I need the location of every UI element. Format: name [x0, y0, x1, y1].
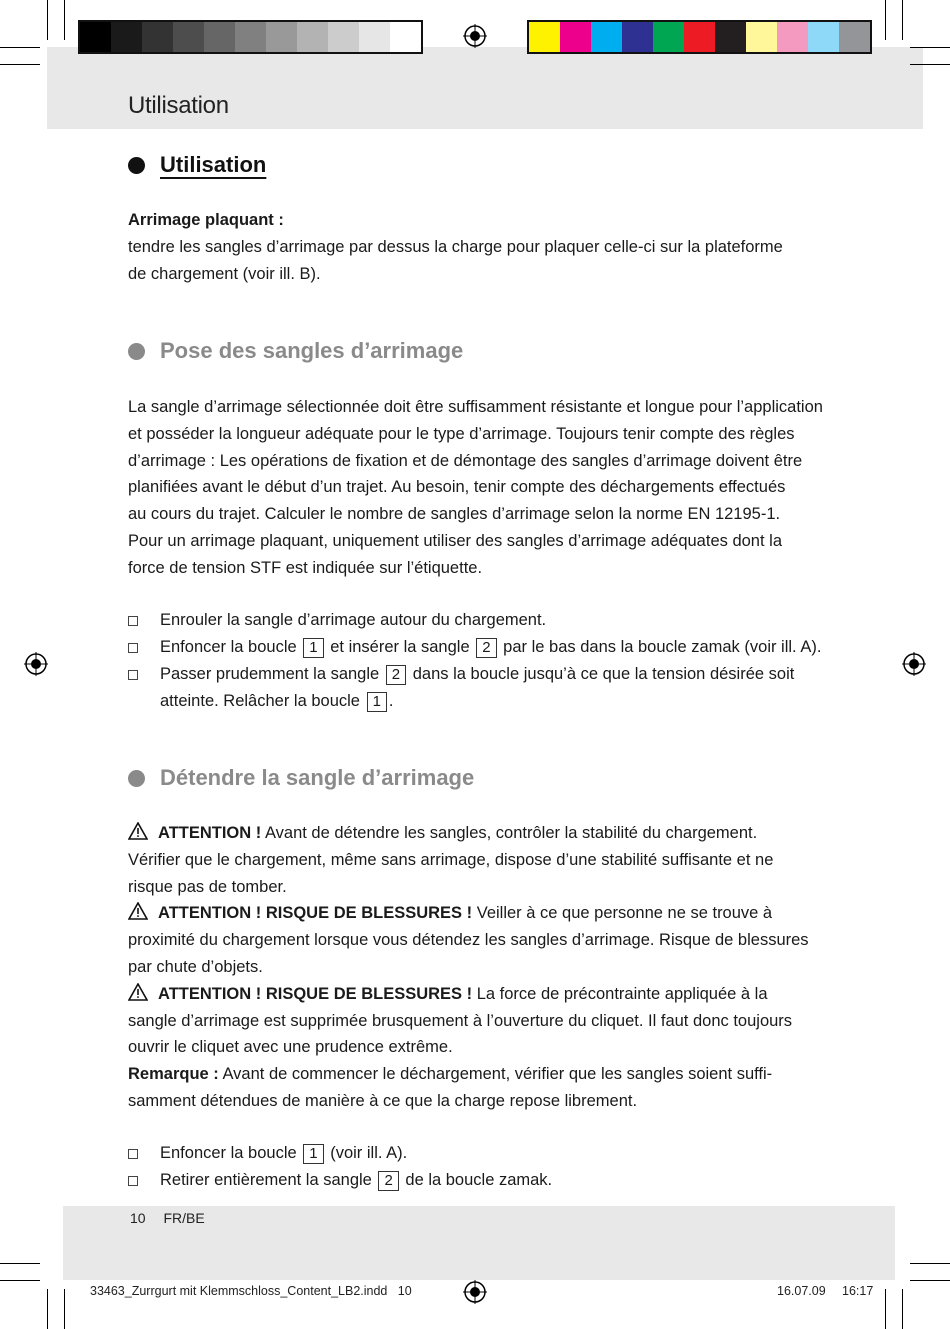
color-bar: [527, 20, 872, 54]
text-line: ouvrir le cliquet avec une prudence extrême.: [128, 1038, 453, 1057]
slug-time: 16:17: [842, 1284, 874, 1298]
subheading-label: Arrimage plaquant :: [128, 211, 284, 229]
registration-mark-icon: [902, 652, 926, 676]
crop-mark: [910, 1280, 950, 1281]
crop-mark: [64, 0, 65, 40]
color-swatch: [390, 22, 421, 52]
paragraph-arrimage-plaquant: [128, 207, 828, 287]
text-line: planifiées avant le début d’un trajet. Au besoin, tenir compte des déchargements effectués: [128, 478, 786, 497]
crop-mark: [902, 0, 903, 40]
text-line: et posséder la longueur adéquate pour le type d’arrimage. Toujours tenir compte des règles: [128, 424, 795, 443]
crop-mark: [910, 47, 950, 48]
part-number-box: 1: [303, 1144, 323, 1164]
part-number-box: 1: [303, 638, 323, 658]
color-swatch: [359, 22, 390, 52]
text-line: par chute d’objets.: [128, 957, 263, 976]
color-swatch: [80, 22, 111, 52]
crop-mark: [64, 1289, 65, 1329]
color-swatch: [591, 22, 622, 52]
section-title: Détendre la sangle d’arrimage: [160, 765, 475, 790]
color-swatch: [839, 22, 870, 52]
registration-mark-icon: [24, 652, 48, 676]
section-heading-utilisation: [128, 152, 266, 178]
crop-mark: [902, 1289, 903, 1329]
color-swatch: [622, 22, 653, 52]
checkbox-square-icon: [128, 670, 138, 680]
crop-mark: [0, 1263, 40, 1264]
crop-mark: [910, 1263, 950, 1264]
color-swatch: [529, 22, 560, 52]
section-heading-pose: [128, 338, 463, 364]
file-slug: 33463_Zurrgurt mit Klemmschloss_Content_LB2.indd 10: [90, 1284, 412, 1298]
color-swatch: [142, 22, 173, 52]
color-swatch: [777, 22, 808, 52]
text-line: sangle d’arrimage est supprimée brusquement à l’ouverture du cliquet. Il faut donc toujours: [128, 1011, 793, 1030]
crop-mark: [885, 0, 886, 40]
paragraph-warnings: ATTENTION ! Avant de détendre les sangles, contrôler la stabilité du chargement. Vérifier que le chargement, même sans arrimage, dispose d’une stabilité suffisante et ne risque pas de tomber. ATTENTION ! RISQUE DE BLESSURES ! Veiller à ce que personne ne se trouve à proximité du chargement lorsque vous détendez les sangles d’arrimage. Risque de blessures par chute d’objets. ATTENTION ! RISQUE DE BLESSURES ! La force de précontrainte appliquée à la sangle d’arrimage est supprimée brusquement à l’ouverture du cliquet. Il faut donc toujours ouvrir le cliquet avec une prudence extrême. Remarque : Avant de commencer le déchargement, vérifier que les sangles soient suffi- samment détendues de manière à ce que la charge repose librement.: [128, 820, 828, 1115]
running-head: Utilisation: [128, 92, 229, 119]
crop-mark: [910, 64, 950, 65]
color-swatch: [173, 22, 204, 52]
color-swatch: [746, 22, 777, 52]
text-line: La sangle d’arrimage sélectionnée doit être suffisamment résistante et longue pour l’application: [128, 398, 823, 416]
registration-mark-icon: [463, 24, 487, 48]
section-title: Pose des sangles d’arrimage: [160, 338, 464, 363]
checkbox-square-icon: [128, 616, 138, 626]
page-number: 10: [130, 1210, 146, 1226]
crop-mark: [885, 1289, 886, 1329]
section-title: Utilisation: [160, 152, 267, 177]
warning-triangle-icon: [128, 902, 148, 920]
color-swatch: [328, 22, 359, 52]
color-swatch: [111, 22, 142, 52]
text-line: tendre les sangles d’arrimage par dessus la charge pour plaquer celle-ci sur la plateforme: [128, 237, 783, 256]
crop-mark: [47, 1289, 48, 1329]
text-line: au cours du trajet. Calculer le nombre de sangles d’arrimage selon la norme EN 12195-1.: [128, 505, 781, 524]
page-footer: [130, 1210, 205, 1226]
bullet-dot-icon: [128, 343, 145, 360]
color-swatch: [684, 22, 715, 52]
slug-date: 16.07.09: [777, 1284, 826, 1298]
paragraph-pose: [128, 394, 828, 582]
text-line: d’arrimage : Les opérations de fixation et de démontage des sangles d’arrimage doivent être: [128, 451, 803, 470]
warning-triangle-icon: [128, 983, 148, 1001]
color-swatch: [715, 22, 746, 52]
crop-mark: [0, 64, 40, 65]
warning-label: ATTENTION ! RISQUE DE BLESSURES !: [158, 904, 473, 923]
bullet-dot-icon: [128, 770, 145, 787]
locale-label: FR/BE: [163, 1210, 205, 1226]
text-line: samment détendues de manière à ce que la charge repose librement.: [128, 1091, 638, 1110]
text-line: proximité du chargement lorsque vous détendez les sangles d’arrimage. Risque de blessures: [128, 931, 809, 950]
part-number-box: 2: [476, 638, 496, 658]
crop-mark: [0, 1280, 40, 1281]
grey-scale-bar: [78, 20, 423, 54]
crop-mark: [47, 0, 48, 40]
part-number-box: 1: [367, 692, 387, 712]
crop-mark: [0, 47, 40, 48]
color-swatch: [235, 22, 266, 52]
color-swatch: [204, 22, 235, 52]
registration-mark-icon: [463, 1280, 487, 1304]
bullet-dot-icon: [128, 157, 145, 174]
warning-triangle-icon: [128, 822, 148, 840]
checkbox-square-icon: [128, 1176, 138, 1186]
checkbox-square-icon: [128, 1149, 138, 1159]
color-swatch: [266, 22, 297, 52]
section-heading-detendre: [128, 765, 474, 791]
color-swatch: [560, 22, 591, 52]
color-swatch: [808, 22, 839, 52]
color-swatch: [653, 22, 684, 52]
text-line: Pour un arrimage plaquant, uniquement utiliser des sangles d’arrimage adéquates dont la: [128, 531, 782, 550]
checkbox-square-icon: [128, 643, 138, 653]
text-line: force de tension STF est indiquée sur l’étiquette.: [128, 558, 483, 577]
warning-label: ATTENTION !: [158, 824, 262, 842]
text-line: risque pas de tomber.: [128, 877, 287, 896]
note-label: Remarque :: [128, 1065, 219, 1084]
part-number-box: 2: [386, 665, 406, 685]
text-line: de chargement (voir ill. B).: [128, 264, 321, 283]
text-line: Vérifier que le chargement, même sans arrimage, dispose d’une stabilité suffisante et ne: [128, 850, 774, 869]
part-number-box: 2: [378, 1171, 398, 1191]
color-swatch: [297, 22, 328, 52]
warning-label: ATTENTION ! RISQUE DE BLESSURES !: [158, 984, 473, 1003]
